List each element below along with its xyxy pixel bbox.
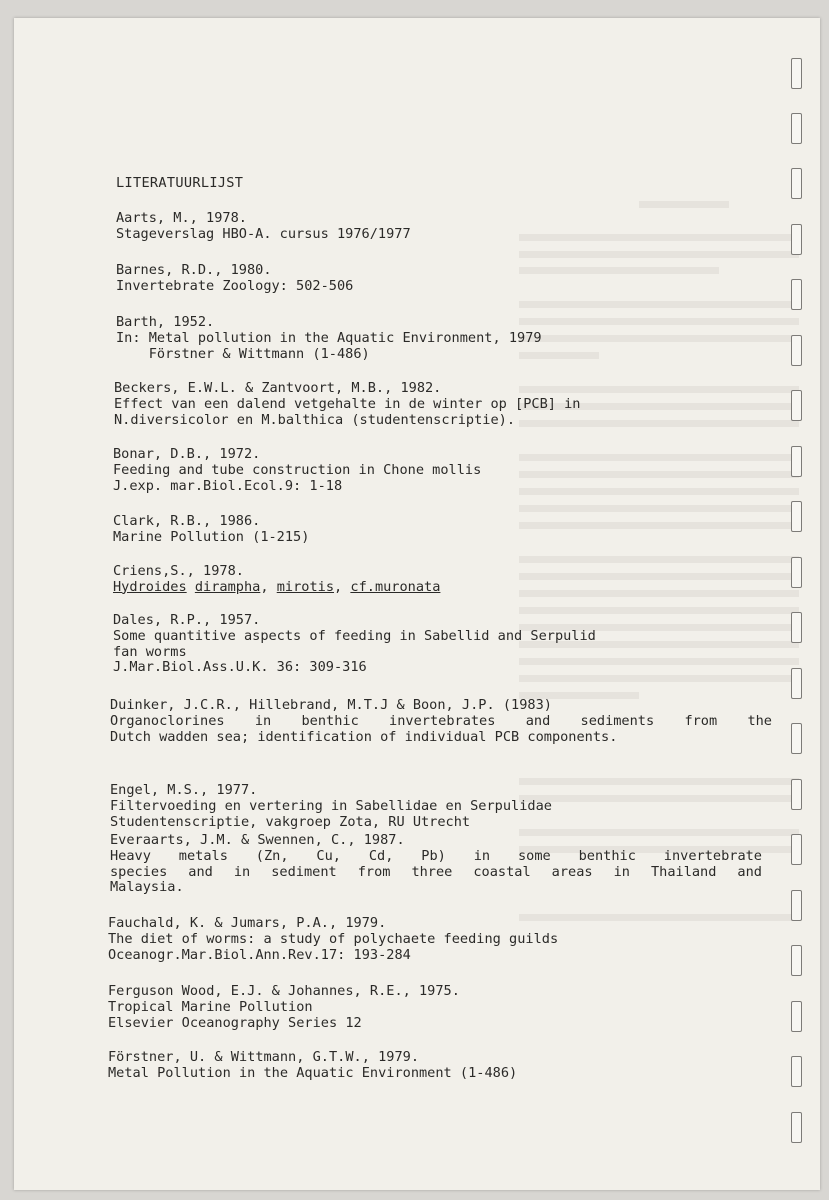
reference-entry [113, 447, 481, 494]
reference-entry [116, 211, 411, 243]
reference-line: J.exp. mar.Biol.Ecol.9: 1-18 [113, 477, 343, 494]
reference-author: Everaarts, J.M. & Swennen, C., 1987. [110, 832, 405, 848]
reference-line: Marine Pollution (1-215) [113, 528, 310, 545]
reference-entry [108, 916, 558, 963]
reference-entry [110, 783, 552, 830]
reference-entry [113, 564, 440, 596]
reference-entry [110, 833, 762, 896]
reference-line: Stageverslag HBO-A. cursus 1976/1977 [116, 225, 411, 242]
reference-author: Ferguson Wood, E.J. & Johannes, R.E., 1975. [108, 983, 460, 999]
separator: , [260, 578, 277, 595]
species-name: cf.muronata [350, 578, 441, 595]
reference-line: Studentenscriptie, vakgroep Zota, RU Utrecht [110, 813, 471, 830]
reference-line: Some quantitive aspects of feeding in Sabellid and Serpulid [113, 627, 596, 644]
reference-author: Clark, R.B., 1986. [113, 513, 261, 529]
reference-line: Malaysia. [110, 879, 184, 896]
reference-entry [114, 381, 581, 428]
separator: , [334, 578, 351, 595]
reference-line: Förstner & Wittmann (1-486) [116, 345, 370, 362]
reference-author: Barnes, R.D., 1980. [116, 262, 272, 278]
reference-line: Invertebrate Zoology: 502-506 [116, 277, 354, 294]
reference-line: Dutch wadden sea; identification of individual PCB components. [110, 728, 618, 745]
reference-line: species and in sediment from three coastal areas in Thailand and [110, 863, 762, 880]
reference-entry [116, 263, 353, 295]
reference-line: Elsevier Oceanography Series 12 [108, 1014, 362, 1031]
species-name: dirampha [194, 578, 261, 595]
reference-line: Feeding and tube construction in Chone mollis [113, 461, 482, 478]
reference-line: Metal Pollution in the Aquatic Environment (1-486) [108, 1064, 518, 1081]
reference-entry [108, 1050, 517, 1082]
species-names-line [113, 580, 440, 596]
species-name: Hydroides [113, 578, 187, 595]
reference-entry [110, 698, 772, 745]
reference-author: Duinker, J.C.R., Hillebrand, M.T.J & Boon, J.P. (1983) [110, 697, 552, 713]
reference-line: Oceanogr.Mar.Biol.Ann.Rev.17: 193-284 [108, 946, 411, 963]
reference-author: Beckers, E.W.L. & Zantvoort, M.B., 1982. [114, 380, 442, 396]
reference-author: Dales, R.P., 1957. [113, 612, 261, 628]
reference-author: Bonar, D.B., 1972. [113, 446, 261, 462]
reference-line: fan worms [113, 643, 187, 660]
reference-entry [113, 514, 309, 546]
reference-line: The diet of worms: a study of polychaete feeding guilds [108, 930, 559, 947]
reference-line: Organoclorines in benthic invertebrates and sediments from the [110, 712, 772, 729]
reference-author: Engel, M.S., 1977. [110, 782, 258, 798]
reference-line: In: Metal pollution in the Aquatic Environment, 1979 [116, 329, 542, 346]
reference-author: Criens,S., 1978. [113, 563, 244, 579]
reference-author: Aarts, M., 1978. [116, 210, 247, 226]
reference-line: Tropical Marine Pollution [108, 998, 313, 1015]
reference-author: Förstner, U. & Wittmann, G.T.W., 1979. [108, 1049, 419, 1065]
reference-entry [116, 315, 542, 362]
reference-line: N.diversicolor en M.balthica (studentenscriptie). [114, 411, 516, 428]
species-name: mirotis [276, 578, 335, 595]
reference-entry [108, 984, 460, 1031]
bibliography [14, 18, 820, 1190]
document-page [14, 18, 820, 1190]
reference-line: J.Mar.Biol.Ass.U.K. 36: 309-316 [113, 659, 367, 676]
reference-line: Effect van een dalend vetgehalte in de winter op [PCB] in [114, 395, 581, 412]
reference-entry [113, 613, 596, 676]
reference-line: Heavy metals (Zn, Cu, Cd, Pb) in some benthic invertebrate [110, 847, 762, 864]
reference-line: Filtervoeding en vertering in Sabellidae en Serpulidae [110, 797, 552, 814]
reference-author: Barth, 1952. [116, 314, 215, 330]
reference-author: Fauchald, K. & Jumars, P.A., 1979. [108, 915, 387, 931]
page-title: LITERATUURLIJST [116, 175, 244, 191]
